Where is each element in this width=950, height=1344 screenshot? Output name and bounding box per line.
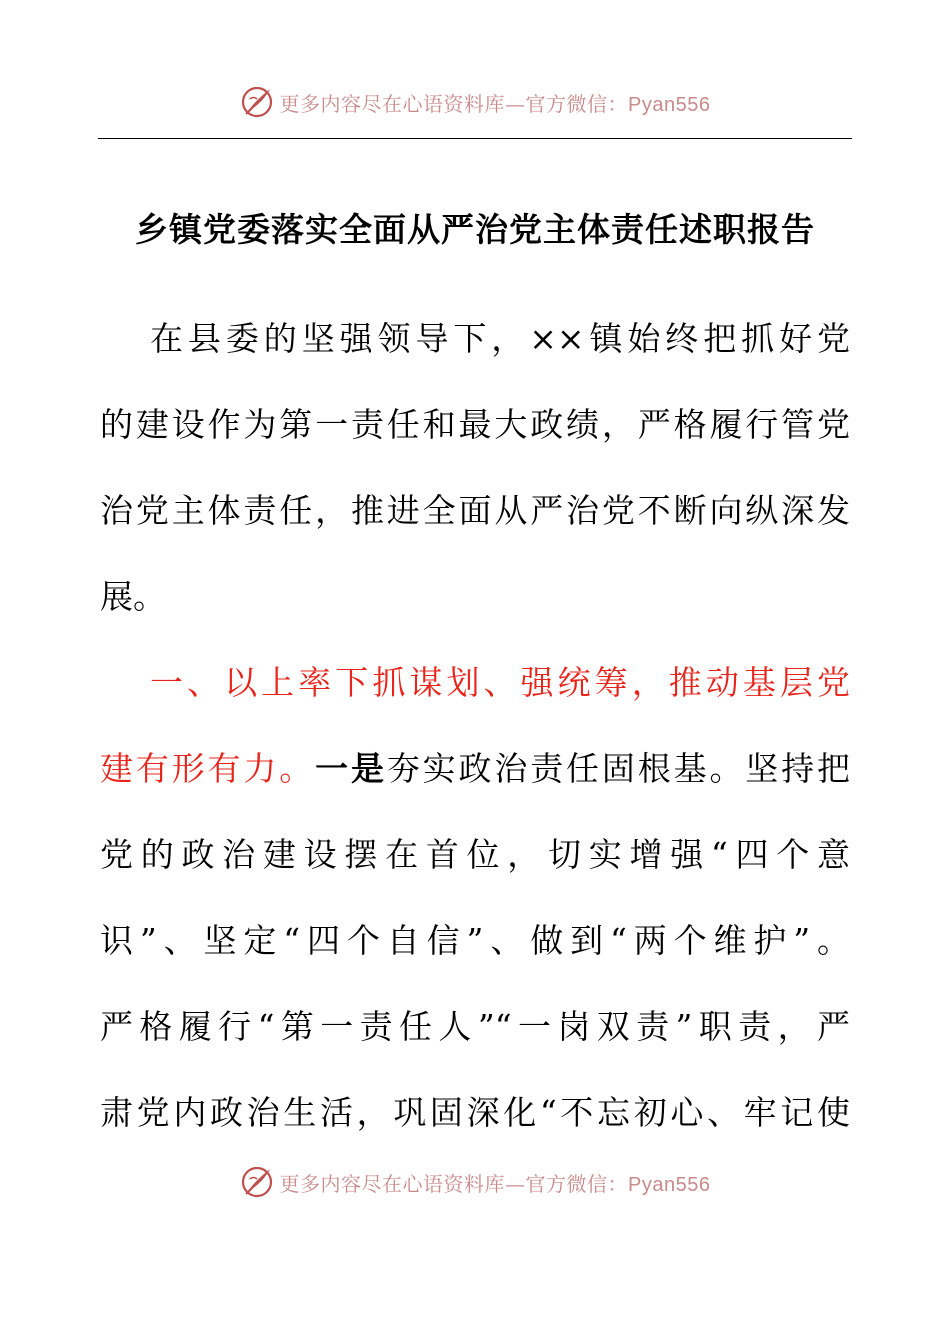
section1-line3: 党的政治建设摆在首位，切实增强“四个意 (100, 835, 850, 874)
banner-slogan: 更多内容尽在心语资料库—官方微信： (279, 91, 629, 116)
footer-banner-content (240, 1165, 711, 1199)
section1-line2-rest: 夯实政治责任固根基。坚持把 (386, 749, 850, 788)
banner-text (280, 88, 711, 117)
footer-banner (0, 1160, 950, 1204)
banner-wechat-id: Pyan556 (628, 93, 711, 116)
quill-logo-icon (240, 85, 274, 119)
section1-line6: 肃党内政治生活，巩固深化“不忘初心、牢记使 (100, 1093, 850, 1132)
header-banner (0, 80, 950, 124)
document-body (100, 296, 850, 1156)
quill-logo-icon (240, 1165, 274, 1199)
paragraph1-line3: 治党主体责任，推进全面从严治党不断向纵深发 (100, 491, 850, 530)
footer-banner-text (280, 1168, 711, 1197)
paragraph1-line1: 在县委的坚强领导下，××镇始终把抓好党 (150, 319, 850, 358)
section1-line5: 严格履行“第一责任人”“一岗双责”职责，严 (100, 1007, 850, 1046)
section1-line4: 识”、坚定“四个自信”、做到“两个维护”。 (100, 921, 850, 960)
header-divider (98, 138, 852, 139)
paragraph1-line4: 展。 (100, 577, 166, 616)
section1-heading-line2: 建有形有力。 (100, 749, 316, 788)
section1-heading-line1: 一、以上率下抓谋划、强统筹，推动基层党 (150, 663, 850, 702)
paragraph1-line2: 的建设作为第一责任和最大政绩，严格履行管党 (100, 405, 850, 444)
point-label: 一是 (315, 749, 387, 788)
document-title: 乡镇党委落实全面从严治党主体责任述职报告 (135, 210, 815, 249)
banner-content (240, 85, 711, 119)
section1-line2 (100, 726, 850, 812)
footer-banner-slogan: 更多内容尽在心语资料库—官方微信： (279, 1171, 629, 1196)
footer-banner-wechat-id: Pyan556 (628, 1173, 711, 1196)
